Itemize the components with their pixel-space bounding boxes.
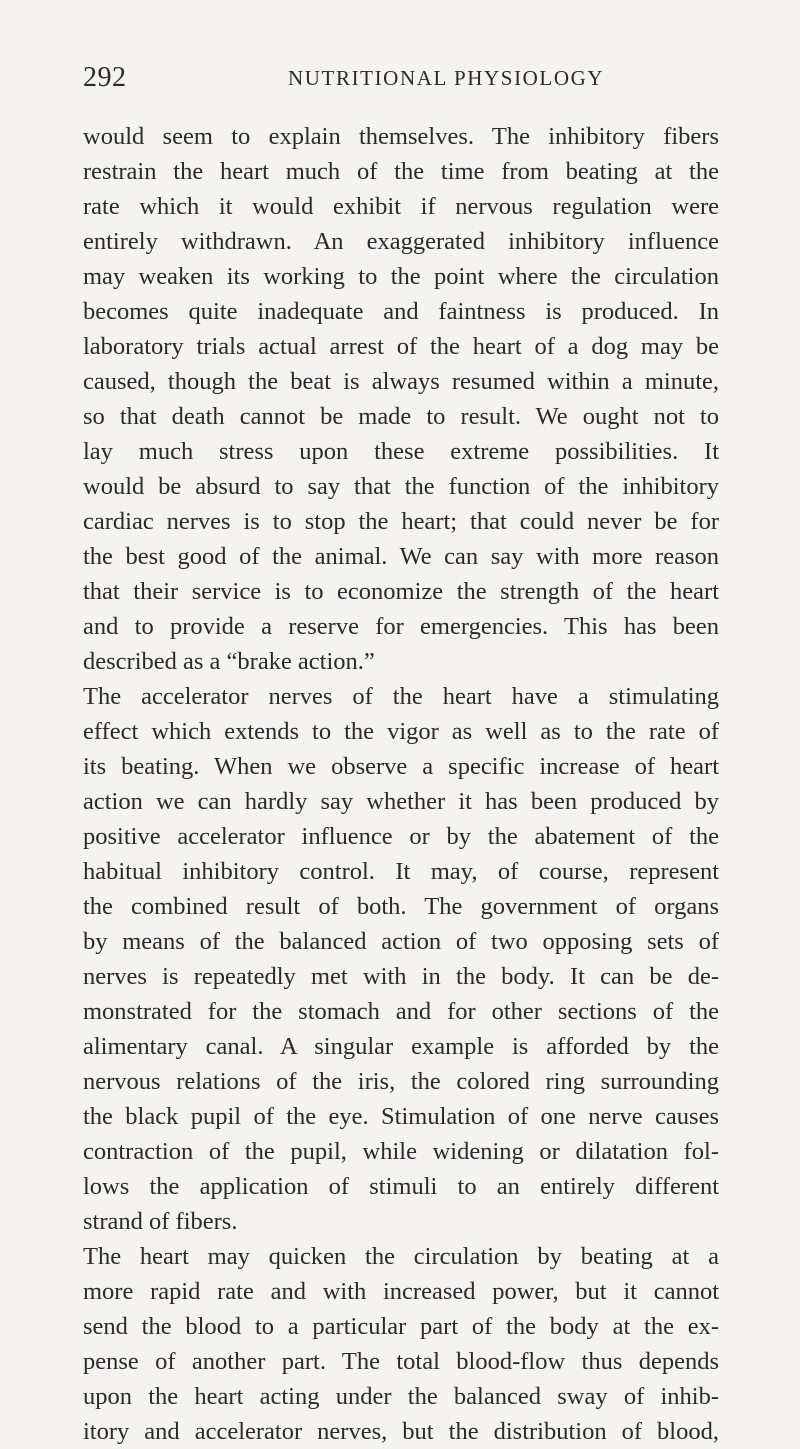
text-line: so that death cannot be made to result. We ought not to [83,403,719,430]
text-line: alimentary canal. A singular example is afforded by the [83,1033,719,1060]
text-line: positive accelerator influence or by the abatement of the [83,823,719,850]
text-line: would seem to explain themselves. The inhibitory fibers [83,123,719,150]
text-line: habitual inhibitory control. It may, of course, represent [83,858,719,885]
text-line: monstrated for the stomach and for other sections of the [83,998,719,1025]
text-line: action we can hardly say whether it has been produced by [83,788,719,815]
text-line: may weaken its working to the point where the circulation [83,263,719,290]
text-line: The heart may quicken the circulation by beating at a [83,1243,719,1270]
text-line: send the blood to a particular part of the body at the ex- [83,1313,719,1340]
text-line: pense of another part. The total blood-flow thus depends [83,1348,719,1375]
text-line: the best good of the animal. We can say with more reason [83,543,719,570]
text-line: strand of fibers. [83,1208,238,1235]
text-line: by means of the balanced action of two opposing sets of [83,928,719,955]
text-line: caused, though the beat is always resumed within a minute, [83,368,719,395]
text-line: cardiac nerves is to stop the heart; that could never be for [83,508,719,535]
text-line: nerves is repeatedly met with in the body. It can be de- [83,963,719,990]
text-line: that their service is to economize the strength of the heart [83,578,719,605]
text-line: contraction of the pupil, while widening or dilatation fol- [83,1138,719,1165]
text-line: lay much stress upon these extreme possibilities. It [83,438,719,465]
text-line: more rapid rate and with increased power, but it cannot [83,1278,719,1305]
text-line: upon the heart acting under the balanced sway of inhib- [83,1383,719,1410]
text-line: effect which extends to the vigor as well as to the rate of [83,718,719,745]
body-text [83,119,719,1449]
text-line: described as a “brake action.” [83,648,375,675]
text-line: and to provide a reserve for emergencies. This has been [83,613,719,640]
text-line: becomes quite inadequate and faintness is produced. In [83,298,719,325]
text-line: laboratory trials actual arrest of the heart of a dog may be [83,333,719,360]
text-line: rate which it would exhibit if nervous regulation were [83,193,719,220]
text-line: its beating. When we observe a specific increase of heart [83,753,719,780]
text-line: entirely withdrawn. An exaggerated inhibitory influence [83,228,719,255]
running-head: NUTRITIONAL PHYSIOLOGY [288,66,605,90]
text-line: would be absurd to say that the function of the inhibitory [83,473,719,500]
text-line: The accelerator nerves of the heart have a stimulating [83,683,719,710]
text-line: the combined result of both. The government of organs [83,893,719,920]
text-line: lows the application of stimuli to an entirely different [83,1173,719,1200]
page-header [0,62,800,96]
text-line: nervous relations of the iris, the colored ring surrounding [83,1068,719,1095]
text-line: restrain the heart much of the time from beating at the [83,158,719,185]
text-line: the black pupil of the eye. Stimulation of one nerve causes [83,1103,719,1130]
text-line: itory and accelerator nerves, but the distribution of blood, [83,1418,719,1445]
page-number: 292 [83,62,127,93]
